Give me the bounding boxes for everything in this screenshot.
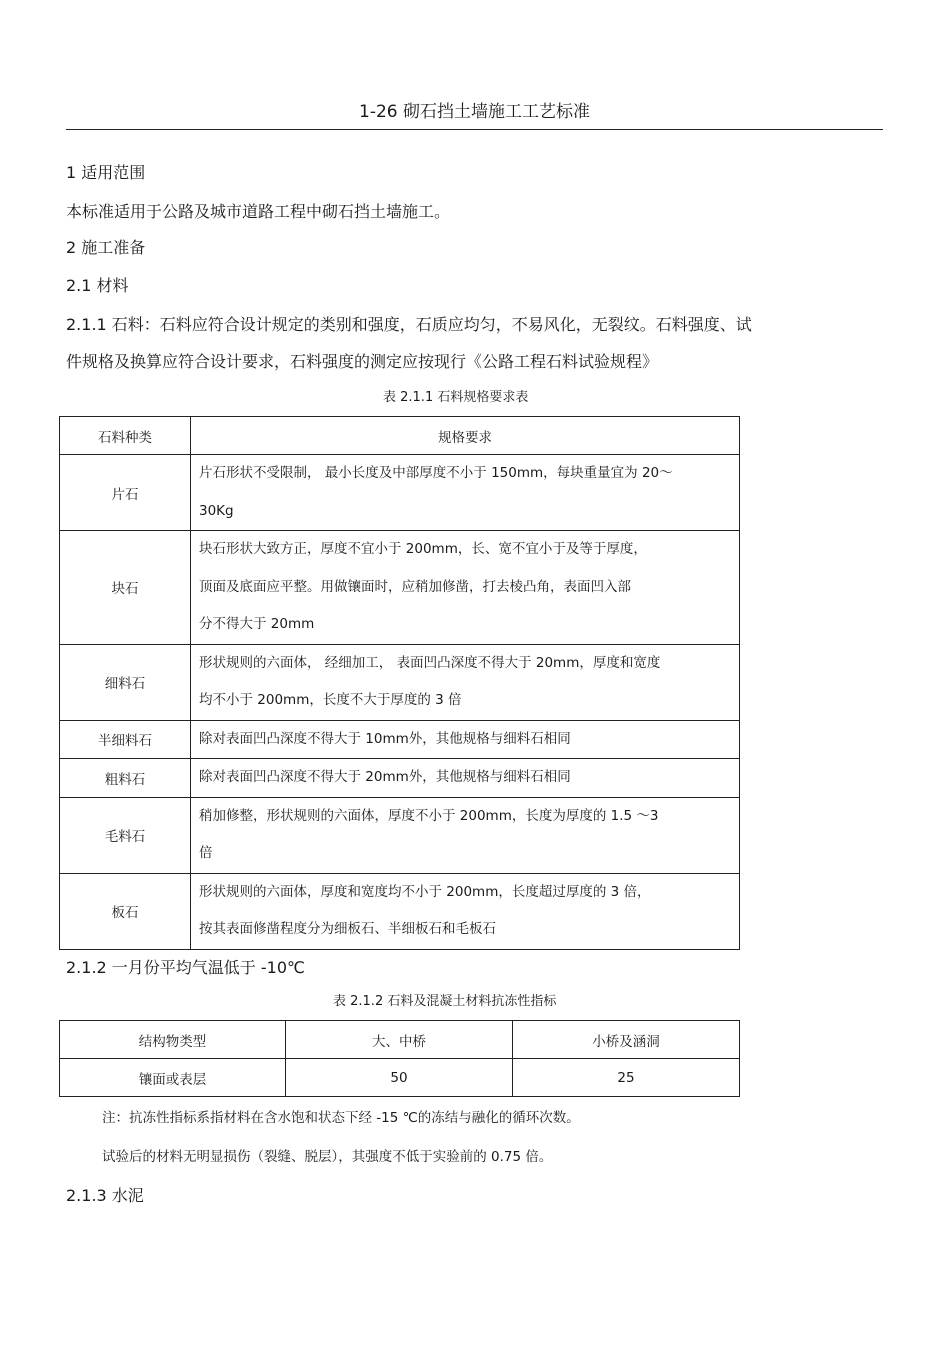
stone-type-cell: 片石 (60, 455, 191, 531)
table-row (60, 797, 740, 873)
stone-type-cell: 板石 (60, 873, 191, 949)
spec-cell (191, 644, 740, 720)
table-row (60, 873, 740, 949)
table-row (60, 759, 740, 798)
table-row (60, 531, 740, 645)
document-title: 1-26 砌石挡土墙施工工艺标准 (359, 102, 590, 122)
section-2-1-3-heading: 2.1.3 水泥 (66, 1186, 144, 1205)
spec-line: 除对表面凹凸深度不得大于 20mm外，其他规格与细料石相同 (199, 769, 571, 785)
spec-line: 倍 (199, 845, 213, 861)
stone-type-cell: 细料石 (60, 644, 191, 720)
table-row (60, 455, 740, 531)
spec-line: 按其表面修凿程度分为细板石、半细板石和毛板石 (199, 921, 496, 937)
table-cell: 镶面或表层 (60, 1059, 286, 1097)
table-cell: 50 (286, 1059, 513, 1097)
table-2-note-1: 注：抗冻性指标系指材料在含水饱和状态下经 -15 ℃的冻结与融化的循环次数。 (102, 1110, 580, 1126)
table-row (60, 1059, 740, 1097)
section-2-heading: 2 施工准备 (66, 238, 146, 257)
table-2-note-2: 试验后的材料无明显损伤（裂缝、脱层），其强度不低于实验前的 0.75 倍。 (102, 1149, 553, 1165)
spec-line: 30Kg (199, 502, 234, 519)
spec-line: 稍加修整，形状规则的六面体，厚度不小于 200mm，长度为厚度的 1.5 ～3 (199, 807, 659, 824)
spec-line: 形状规则的六面体， 经细加工， 表面凹凸深度不得大于 20mm，厚度和宽度 (199, 654, 661, 671)
column-header-stone-type: 石料种类 (60, 417, 191, 455)
frost-resistance-table (59, 1020, 740, 1097)
stone-type-cell: 块石 (60, 531, 191, 645)
stone-type-cell: 毛料石 (60, 797, 191, 873)
table-header-row (60, 417, 740, 455)
section-1-body: 本标准适用于公路及城市道路工程中砌石挡土墙施工。 (66, 202, 451, 221)
spec-cell (191, 759, 740, 798)
table-1-caption: 表 2.1.1 石料规格要求表 (383, 390, 529, 405)
column-header-large-medium-bridge: 大、中桥 (286, 1021, 513, 1059)
title-divider (66, 129, 883, 130)
spec-cell (191, 797, 740, 873)
spec-line: 片石形状不受限制， 最小长度及中部厚度不小于 150mm，每块重量宜为 20～ (199, 465, 673, 481)
column-header-spec: 规格要求 (191, 417, 740, 455)
column-header-structure-type: 结构物类型 (60, 1021, 286, 1059)
section-2-1-2-heading: 2.1.2 一月份平均气温低于 -10℃ (66, 958, 305, 977)
table-row (60, 720, 740, 759)
table-row (60, 644, 740, 720)
spec-cell (191, 531, 740, 645)
section-2-1-1-line-2: 件规格及换算应符合设计要求，石料强度的测定应按现行《公路工程石料试验规程》 (66, 352, 659, 371)
spec-line: 均不小于 200mm，长度不大于厚度的 3 倍 (199, 692, 462, 708)
spec-cell (191, 873, 740, 949)
table-header-row (60, 1021, 740, 1059)
stone-type-cell: 粗料石 (60, 759, 191, 798)
section-2-1-1-line-1: 2.1.1 石料：石料应符合设计规定的类别和强度，石质应均匀，不易风化，无裂纹。石料强度、试 (66, 315, 752, 334)
section-2-1-heading: 2.1 材料 (66, 276, 129, 295)
section-1-heading: 1 适用范围 (66, 163, 146, 182)
spec-cell (191, 455, 740, 531)
spec-line: 块石形状大致方正，厚度不宜小于 200mm，长、宽不宜小于及等于厚度， (199, 541, 647, 557)
column-header-small-bridge-culvert: 小桥及涵洞 (513, 1021, 740, 1059)
table-2-caption: 表 2.1.2 石料及混凝土材料抗冻性指标 (333, 994, 557, 1009)
table-cell: 25 (513, 1059, 740, 1097)
spec-cell (191, 720, 740, 759)
stone-spec-table (59, 416, 740, 950)
spec-line: 顶面及底面应平整。用做镶面时，应稍加修凿，打去棱凸角，表面凹入部 (199, 578, 631, 595)
spec-line: 形状规则的六面体，厚度和宽度均不小于 200mm，长度超过厚度的 3 倍， (199, 883, 651, 900)
spec-line: 除对表面凹凸深度不得大于 10mm外，其他规格与细料石相同 (199, 730, 571, 747)
spec-line: 分不得大于 20mm (199, 616, 315, 632)
stone-type-cell: 半细料石 (60, 720, 191, 759)
